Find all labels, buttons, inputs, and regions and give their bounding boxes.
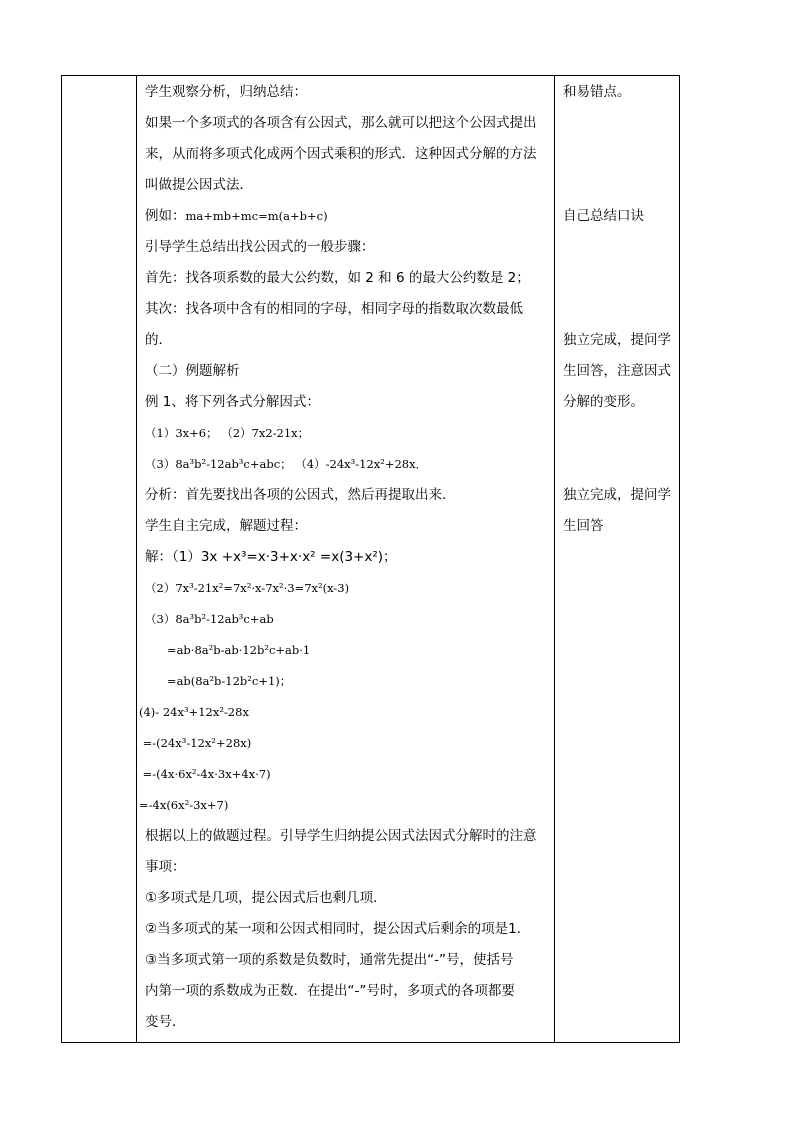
teaching-content-cell: [137, 76, 555, 1043]
content-line: 如果一个多项式的各项含有公因式，那么就可以把这个公因式提出: [145, 115, 537, 131]
content-line: 学生观察分析，归纳总结：: [145, 84, 307, 100]
solution-line: =-4x(6x²-3x+7): [139, 798, 229, 812]
content-line: 其次：找各项中含有的相同的字母，相同字母的指数取次数最低: [145, 301, 523, 317]
solution-line: 解：（1）3x +x³=x·3+x·x² =x(3+x²)；: [145, 549, 397, 565]
note-item: 内第一项的系数成为正数．在提出“-”号时，多项式的各项都要: [145, 983, 515, 999]
note-item: ③当多项式第一项的系数是负数时，通常先提出“-”号，使括号: [145, 952, 514, 968]
activity-line: 分解的变形。: [563, 394, 644, 410]
note-item: 变号．: [145, 1014, 186, 1030]
exercise-line: （3）8a³b²-12ab³c+abc； （4）-24x³-12x²+28x．: [145, 457, 428, 471]
solution-line: =ab·8a²b-ab·12b²c+ab·1: [145, 643, 311, 657]
activity-line: 自己总结口诀: [563, 208, 644, 224]
activity-line: 生回答: [563, 518, 604, 534]
content-line: 事项：: [145, 859, 186, 875]
table-row: [62, 76, 680, 1043]
activity-line: 独立完成，提问学: [563, 487, 671, 503]
content-line: 引导学生总结出找公因式的一般步骤：: [145, 239, 375, 255]
content-line: 例如：ma+mb+mc=m(a+b+c): [145, 208, 328, 224]
left-column-cell: [62, 76, 137, 1043]
content-line: 首先：找各项系数的最大公约数，如 2 和 6 的最大公约数是 2；: [145, 270, 530, 286]
content-line: 学生自主完成，解题过程：: [145, 518, 307, 534]
solution-line: （2）7x³-21x²=7x²·x-7x²·3=7x²(x-3): [145, 581, 350, 595]
content-line: 来，从而将多项式化成两个因式乘积的形式．这种因式分解的方法: [145, 146, 537, 162]
content-line: 的．: [145, 332, 172, 348]
activity-line: 独立完成，提问学: [563, 332, 671, 348]
solution-line: =ab(8a²b-12b²c+1)；: [145, 674, 292, 688]
content-line: 叫做提公因式法．: [145, 177, 253, 193]
solution-line: =-(24x³-12x²+28x): [139, 736, 252, 750]
content-line: 分析：首先要找出各项的公因式，然后再提取出来．: [145, 487, 456, 503]
exercise-line: （1）3x+6； （2）7x2-21x；: [145, 426, 310, 440]
section-heading: （二）例题解析: [145, 363, 240, 379]
solution-line: (4)- 24x³+12x²-28x: [139, 705, 249, 719]
note-item: ②当多项式的某一项和公因式相同时，提公因式后剩余的项是1．: [145, 921, 531, 937]
content-line: 根据以上的做题过程。引导学生归纳提公因式法因式分解时的注意: [145, 828, 537, 844]
student-activity-cell: [555, 76, 680, 1043]
solution-line: （3）8a³b²-12ab³c+ab: [145, 612, 274, 626]
activity-line: 生回答，注意因式: [563, 363, 671, 379]
note-item: ①多项式是几项，提公因式后也剩几项．: [145, 890, 387, 906]
solution-line: =-(4x·6x²-4x·3x+4x·7): [139, 767, 271, 781]
content-line: 例 1、将下列各式分解因式：: [145, 394, 320, 410]
lesson-table: [61, 75, 680, 1043]
activity-line: 和易错点。: [563, 84, 631, 100]
